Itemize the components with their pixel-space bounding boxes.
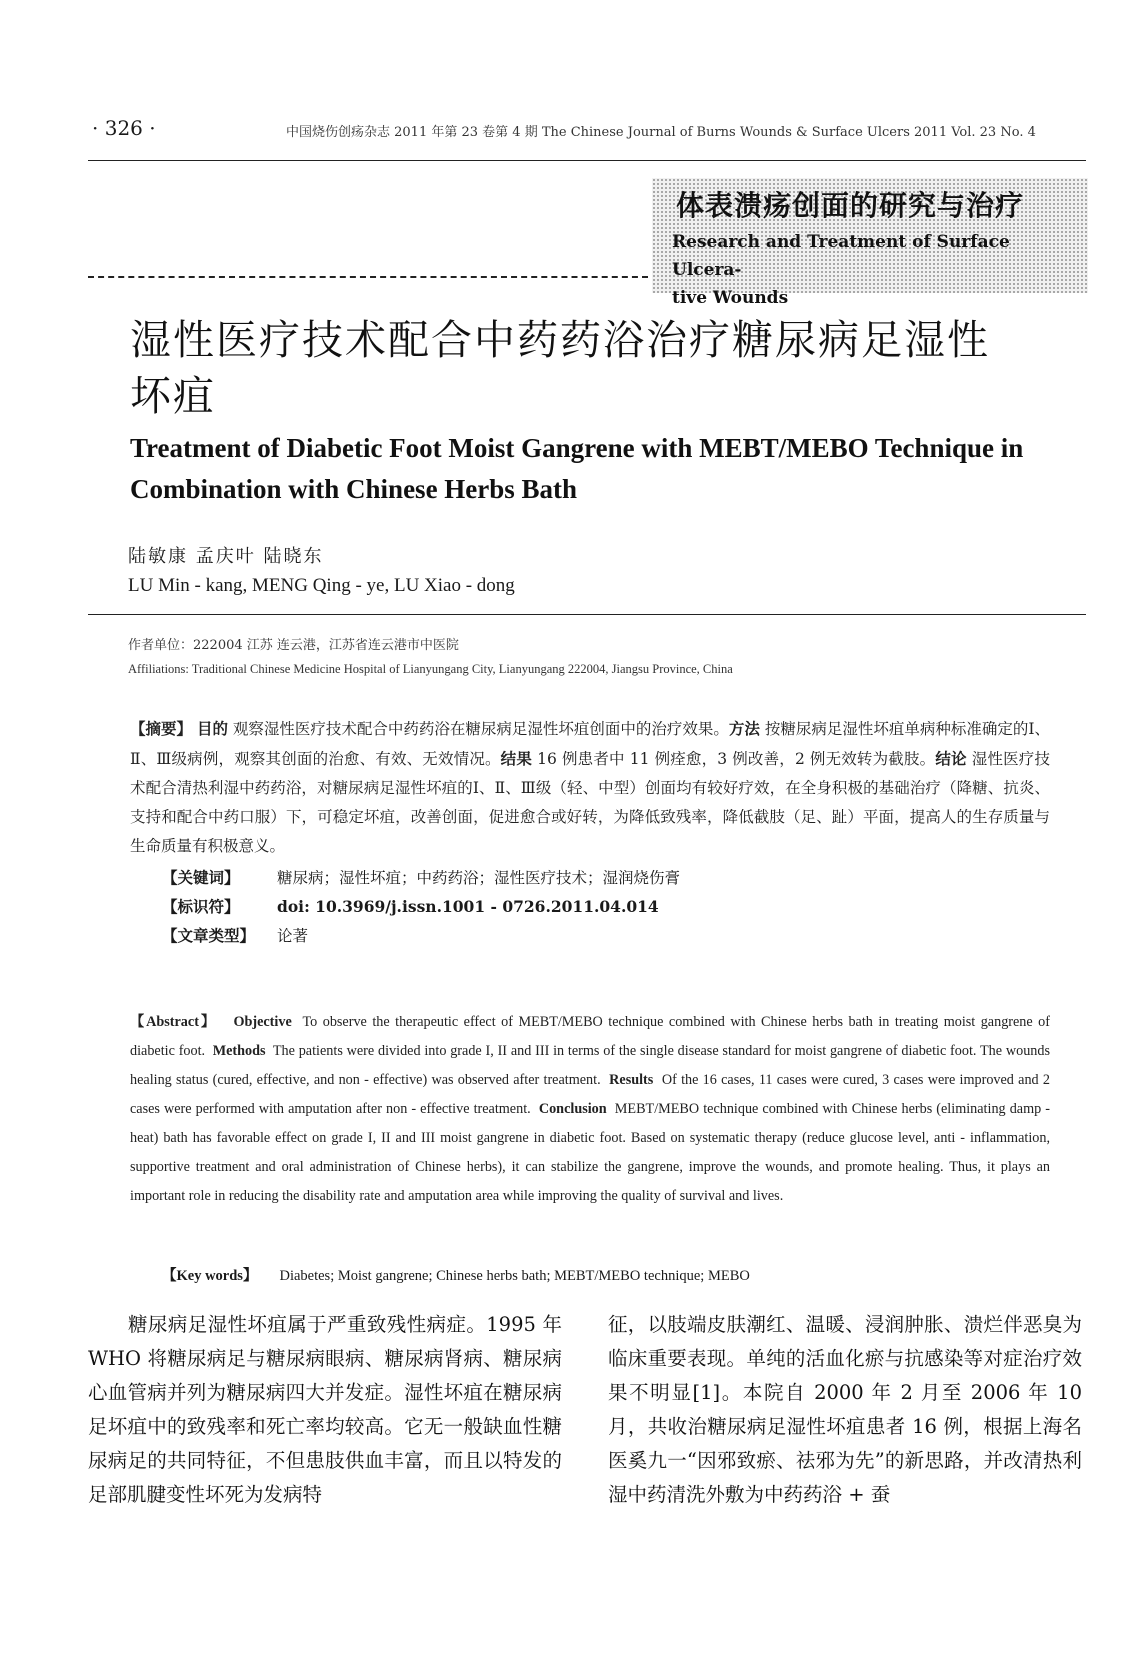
page-number: · 326 · — [92, 116, 156, 140]
keywords-cn: 糖尿病；湿性坏疽；中药药浴；湿性医疗技术；湿润烧伤膏 — [277, 869, 681, 887]
keywords-en-label: 【Key words】 — [162, 1268, 258, 1284]
section-title-en-line1: Research and Treatment of Surface Ulcera- — [672, 232, 1010, 280]
article-type-label: 【文章类型】 — [162, 926, 256, 945]
running-head: 中国烧伤创疡杂志 2011 年第 23 卷第 4 期 The Chinese Journal of Burns Wounds & Surface Ulcers 2011 Vol. 23 No. 4 — [286, 125, 1036, 140]
body-right-column: 征，以肢端皮肤潮红、温暖、浸润肿胀、溃烂伴恶臭为临床重要表现。单纯的活血化瘀与抗感染等对症治疗效果不明显[1]。本院自 2000 年 2 月至 2006 年 10 月，共收治糖尿病足湿性坏疽患者 16 例，根据上海名医奚九一“因邪致瘀、祛邪为先”的新思路，并改清热利湿中药清洗外敷为中药药浴 + 蚕 — [608, 1313, 1082, 1506]
article-title-en: Treatment of Diabetic Foot Moist Gangrene with MEBT/MEBO Technique in Combination with Chinese Herbs Bath — [130, 433, 1024, 504]
authors-cn: 陆敏康 孟庆叶 陆晓东 — [128, 546, 324, 567]
keywords-cn-row — [162, 866, 680, 888]
affiliation-cn: 作者单位：222004 江苏 连云港，江苏省连云港市中医院 — [128, 638, 459, 653]
abstract-en-results-label: Results — [609, 1072, 654, 1088]
section-title-cn: 体表溃疡创面的研究与治疗 — [676, 189, 1025, 222]
abstract-en — [130, 1008, 1050, 1211]
affiliation-en: Affiliations: Traditional Chinese Medicine Hospital of Lianyungang City, Lianyungang 222004, Jiangsu Province, China — [128, 662, 733, 676]
keywords-en: Diabetes; Moist gangrene; Chinese herbs bath; MEBT/MEBO technique; MEBO — [279, 1268, 750, 1284]
abstract-en-conclusion: MEBT/MEBO technique combined with Chinese herbs (eliminating damp - heat) bath has favorable effect on grade I, II and III moist gangrene in diabetic foot. Based on systematic therapy (reduce glucose level, anti - inflammation, supportive treatment and oral administration of Chinese herbs), it can stabilize the gangrene, improve the wounds, and promote healing. Thus, it plays an important role in reducing the disability rate and amputation area while improving the quality of survival and lives. — [130, 1101, 1051, 1204]
keywords-en-row — [162, 1264, 750, 1285]
article-title-cn: 湿性医疗技术配合中药药浴治疗糖尿病足湿性坏疽 — [130, 316, 990, 420]
abstract-en-conclusion-label: Conclusion — [538, 1101, 607, 1117]
abstract-en-objective-label: Objective — [233, 1014, 292, 1030]
abstract-cn-result: 16 例患者中 11 例痊愈，3 例改善，2 例无效转为截肢。 — [537, 750, 936, 768]
abstract-en-results: Of the 16 cases, 11 cases were cured, 3 cases were improved and 2 cases were performed with amputation after non - effective treatment. — [130, 1072, 1051, 1117]
abstract-en-methods: The patients were divided into grade I, II and III in terms of the single disease standard for moist gangrene of diabetic foot. The wounds healing status (cured, effective, and non - effective) was observed after treatment. — [130, 1043, 1050, 1088]
abstract-cn-conclusion-label: 结论 — [935, 749, 967, 768]
header-rule — [88, 160, 1086, 161]
section-dashed-rule — [88, 276, 648, 278]
section-title-en-line2: tive Wounds — [672, 288, 789, 308]
abstract-cn-method: 按糖尿病足湿性坏疽单病种标准确定的Ⅰ、Ⅱ、Ⅲ级病例，观察其创面的治愈、有效、无效情况。 — [130, 720, 1050, 768]
abstract-en-objective: To observe the therapeutic effect of MEBT/MEBO technique combined with Chinese herbs bath in treating moist gangrene of diabetic foot. — [130, 1014, 1051, 1059]
keywords-cn-label: 【关键词】 — [162, 868, 240, 887]
doi: doi: 10.3969/j.issn.1001 - 0726.2011.04.014 — [277, 897, 659, 916]
identifier-label: 【标识符】 — [162, 897, 240, 916]
abstract-en-methods-label: Methods — [212, 1043, 266, 1059]
abstract-cn-objective: 观察湿性医疗技术配合中药药浴在糖尿病足湿性坏疽创面中的治疗效果。 — [232, 720, 729, 738]
identifier-row — [162, 895, 659, 917]
authors-en: LU Min - kang, MENG Qing - ye, LU Xiao - dong — [128, 575, 515, 596]
authors-rule — [88, 614, 1086, 615]
abstract-cn-conclusion: 湿性医疗技术配合清热利湿中药药浴，对糖尿病足湿性坏疽的Ⅰ、Ⅱ、Ⅲ级（轻、中型）创面均有较好疗效，在全身积极的基础治疗（降糖、抗炎、支持和配合中药口服）下，可稳定坏疽，改善创面，促进愈合或好转，为降低致残率，降低截肢（足、趾）平面，提高人的生存质量与生命质量有积极意义。 — [130, 750, 1050, 855]
abstract-cn-result-label: 结果 — [500, 749, 533, 768]
abstract-cn-method-label: 方法 — [728, 719, 760, 738]
abstract-en-label: 【Abstract】 — [130, 1014, 217, 1030]
abstract-cn — [130, 714, 1050, 861]
article-type: 论著 — [277, 927, 309, 945]
abstract-cn-label: 【摘要】 — [130, 719, 193, 738]
article-type-row — [162, 924, 308, 946]
body-left-column: 糖尿病足湿性坏疽属于严重致残性病症。1995 年 WHO 将糖尿病足与糖尿病眼病、糖尿病肾病、糖尿病心血管病并列为糖尿病四大并发症。湿性坏疽在糖尿病足坏疽中的致残率和死亡率均较高。它无一般缺血性糖尿病足的共同特征，不但患肢供血丰富，而且以特发的足部肌腱变性坏死为发病特 — [88, 1313, 562, 1506]
abstract-cn-objective-label: 目的 — [196, 719, 228, 738]
section-title-en — [672, 228, 1082, 312]
